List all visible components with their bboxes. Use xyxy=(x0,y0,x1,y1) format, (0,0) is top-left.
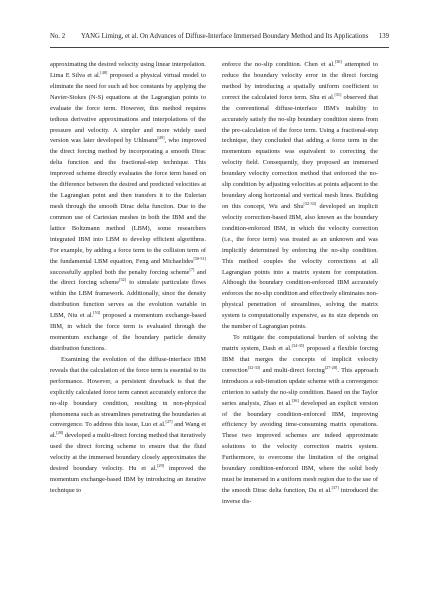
text-run: proposed a physical virtual model to eliminate the need for such ad hoc constants by applying the Navier-Stokes (N-S) equations at the Lagrangian points to evaluate the force term. However, this method requires tedious derivative approximations and interpolations of the pressure and velocity. A simpler and more widely used version was later developed by Uhlmann xyxy=(50,71,206,145)
citation: [34-35] xyxy=(291,342,305,348)
text-run: Examining the evolution of the diffuse-interface IBM reveals that the calculation of the force term is essential to its performance. However, a persistent drawback is that the explicitly calculated force term cannot accurately enforce the no-slip boundary condition, resulting in non-physical phenomena such as streamlines penetrating the boundaries at convergence. To address this issue, Luo et al. xyxy=(50,355,206,429)
header-rule xyxy=(50,47,389,48)
right-column xyxy=(222,60,378,508)
running-head xyxy=(50,30,389,44)
citation: [53] xyxy=(93,310,101,316)
running-title: YANG Liming, et al. On Advances of Diffuse-Interface Immersed Boundary Method and Its Applications xyxy=(81,33,369,40)
text-run: successfully applied both the penalty forcing scheme xyxy=(50,268,190,276)
text-run: . This approach introduces a sub-iteration update scheme with a convergence criterion to satisfy the no-slip condition. Based on the Taylor series analysis, Zhao et al. xyxy=(222,366,378,407)
paragraph xyxy=(222,60,378,333)
text-run: developed a multi-direct forcing method that iteratively used the direct forcing scheme to ensure that the fluid velocity at the immersed boundary closely approximates the desired boundary velocity. Hu et al. xyxy=(50,432,206,473)
text-run: approximating the desired velocity using linear interpolation. Lima E Silva et al. xyxy=(50,61,206,79)
text-run: enforce the no-slip condition. Chen et al. xyxy=(222,61,335,68)
citation: [32-33] xyxy=(303,200,317,206)
citation: [27-28] xyxy=(324,364,338,370)
text-run: proposed a momentum exchange-based IBM, in which the force term is evaluated through the momentum exchange of the boundary particle density distribution functions. xyxy=(50,312,206,352)
text-run: improved the momentum exchange-based IBM by introducing an iterative technique to xyxy=(50,465,206,494)
citation: [37] xyxy=(331,484,339,490)
citation: [36] xyxy=(291,397,299,403)
text-run: developed an implicit velocity correction-based IBM, also known as the boundary condition-enforced IBM, in which the velocity correction (i.e., the force term) was treated as an unknown and was implicitly determined by enforcing the no-slip condition. This method couples the velocity corrections at all Lagrangian points into a matrix system for computation. Although the boundary condition-enforced IBM accurately enforces the no-slip condition and effectively eliminates non-physical penetration of streamlines, solving the matrix system is computationally expensive, as its size depends on the number of Lagrangian points. xyxy=(222,202,378,331)
text-run: observed that the conventional diffuse-interface IBM's inability to accurately satisfy the no-slip boundary condition stems from the pre-calculation of the force term. Using a fractional-step technique, they concluded that adding a force term in the momentum equations was equivalent to correcting the velocity field. Consequently, they proposed an immersed boundary velocity correction method that enforced the no-slip condition by adjusting velocities at points adjacent to the boundary along horizontal and vertical mesh lines. Building on this concept, Wu and Shu xyxy=(222,93,378,210)
text-run: To mitigate the computational burden of solving the matrix system, Dash et al. xyxy=(222,334,378,352)
citation: [52] xyxy=(119,277,127,283)
citation: [29] xyxy=(157,463,165,469)
citation: [32-33] xyxy=(247,364,261,370)
text-run: proposed a flexible forcing IBM that merges the concepts of implicit velocity correction xyxy=(222,344,378,374)
text-run: to simulate particulate flows within the LBM framework. Additionally, since the density distribution function serves as the evolution variable in LBM, Niu et al. xyxy=(50,279,206,320)
citation: [49] xyxy=(157,135,165,141)
citation: [31] xyxy=(334,91,342,97)
text-run: and the direct forcing scheme xyxy=(50,268,206,287)
paragraph xyxy=(50,355,206,497)
citation: [48] xyxy=(100,69,108,75)
text-run: attempted to reduce the boundary velocity error in the direct forcing method by introducing a spatially uniform coefficient to correct the calculated force term. Shu et al. xyxy=(222,61,378,101)
page-number: 139 xyxy=(378,33,389,40)
text-run: and multi-direct forcing xyxy=(260,366,325,374)
citation: [7] xyxy=(189,266,195,272)
citation: [27] xyxy=(165,419,173,425)
text-run: and Wang et al. xyxy=(50,421,206,440)
text-run: developed an explicit version of the boundary condition-enforced IBM, improving efficiency by avoiding time-consuming matrix operations. These two improved schemes are indeed approximate solutions to the velocity correction matrix system. Furthermore, to overcome the limitation of the original boundary condition-enforced IBM, where the solid body must be immersed in a uniform mesh region due to the use of the smooth Dirac delta function, Du et al. xyxy=(222,399,378,494)
paragraph xyxy=(222,333,378,508)
citation: [28] xyxy=(56,430,64,436)
issue-number: No. 2 xyxy=(50,33,66,40)
paragraph xyxy=(50,60,206,355)
citation: [50-51] xyxy=(193,255,206,261)
text-run: , who improved the direct forcing method by incorporating a smooth Dirac delta function and the fractional-step technique. This improved scheme directly evaluates the force term based on the difference between the desired and predicted velocities at the Lagrangian point and then transfers it to the Eulerian mesh through the smooth Dirac delta function. Due to the common use of Cartesian meshes in both the IBM and the lattice Boltzmann method (LBM), some researchers integrated IBM into LBM to develop efficient algorithms. For example, by adding a force term to the collision term of the fundamental LBM equation, Feng and Michaelides xyxy=(50,137,206,265)
text-run: introduced the inverse dis- xyxy=(222,486,378,505)
citation: [30] xyxy=(334,59,342,64)
left-column xyxy=(50,60,206,497)
